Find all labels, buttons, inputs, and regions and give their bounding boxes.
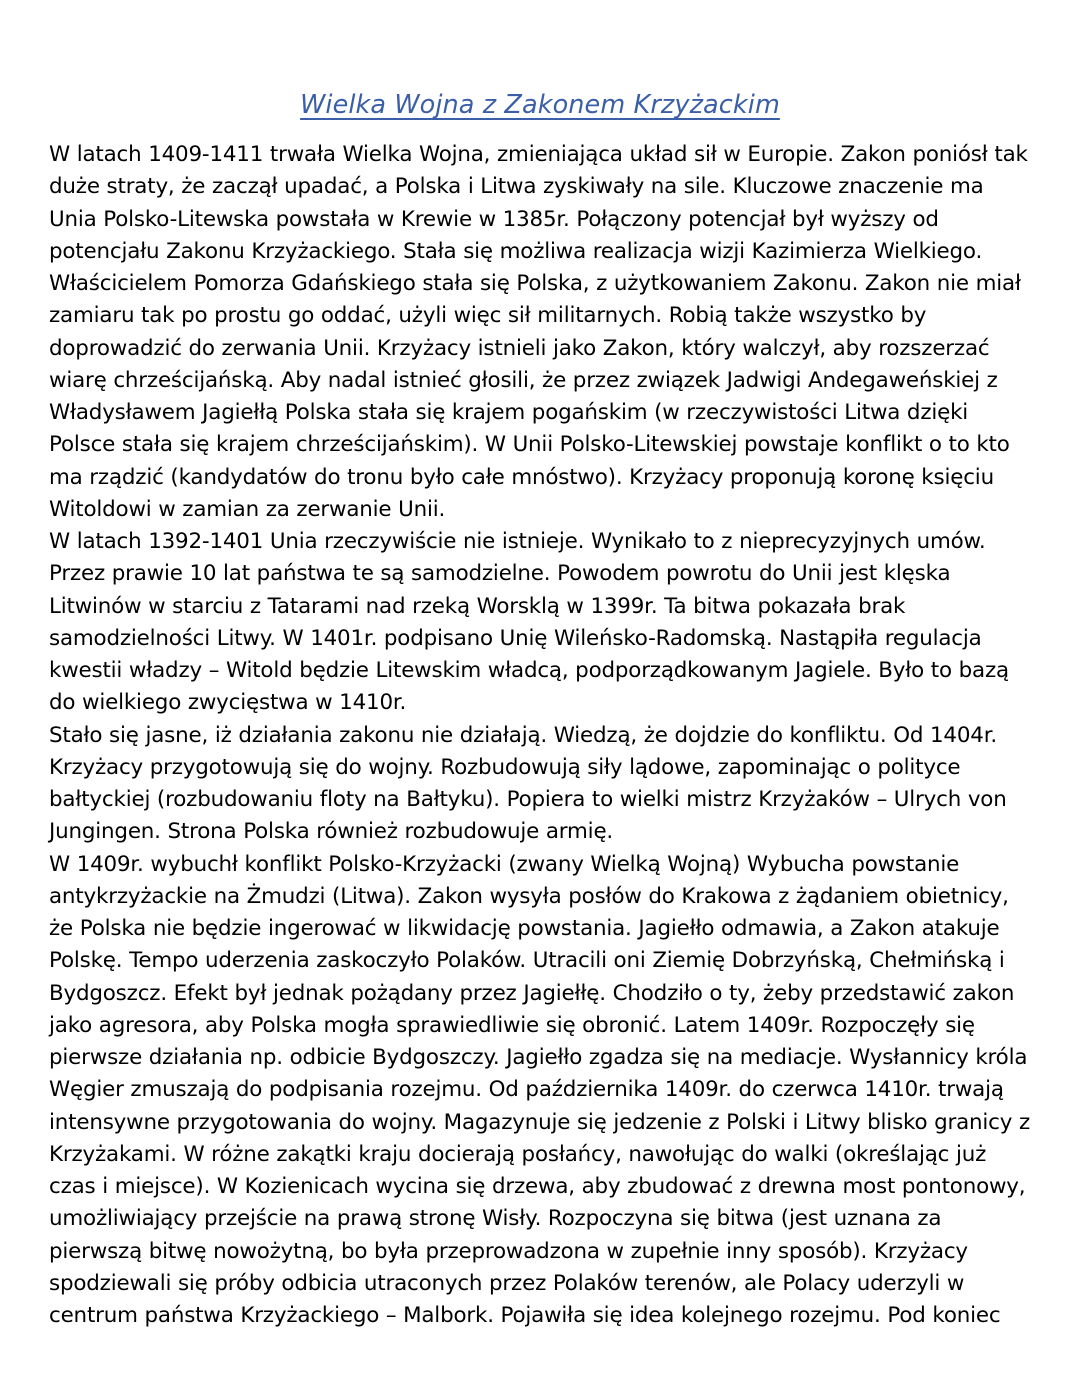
paragraph: W latach 1409-1411 trwała Wielka Wojna, zmieniająca układ sił w Europie. Zakon poniósł tak duże straty, że zaczął upadać, a Polska i Litwa zyskiwały na sile. Kluczowe znaczenie ma Unia Polsko-Litewska powstała w Krewie w 1385r. Połączony potencjał był wyższy od potencjału Zakonu Krzyżackiego. Stała się możliwa realizacja wizji Kazimierza Wielkiego. Właścicielem Pomorza Gdańskiego stała się Polska, z użytkowaniem Zakonu. Zakon nie miał zamiaru tak po prostu go oddać, użyli więc sił militarnych. Robią także wszystko by doprowadzić do zerwania Unii. Krzyżacy istnieli jako Zakon, który walczył, aby rozszerzać wiarę chrześcijańską. Aby nadal istnieć głosili, że przez związek Jadwigi Andegaweńskiej z Władysławem Jagiełłą Polska stała się krajem pogańskim (w rzeczywistości Litwa dzięki Polsce stała się krajem chrześcijańskim). W Unii Polsko-Litewskiej powstaje konflikt o to kto ma rządzić (kandydatów do tronu było całe mnóstwo). Krzyżacy proponują koronę księciu Witoldowi w zamian za zerwanie Unii. bbox=[49, 142, 1028, 522]
paragraph: W 1409r. wybuchł konflikt Polsko-Krzyżacki (zwany Wielką Wojną) Wybucha powstanie antykrzyżackie na Żmudzi (Litwa). Zakon wysyła posłów do Krakowa z żądaniem obietnicy, że Polska nie będzie ingerować w likwidację powstania. Jagiełło odmawia, a Zakon atakuje Polskę. Tempo uderzenia zaskoczyło Polaków. Utracili oni Ziemię Dobrzyńską, Chełmińską i Bydgoszcz. Efekt był jednak pożądany przez Jagiełłę. Chodziło o ty, żeby przedstawić zakon jako agresora, aby Polska mogła sprawiedliwie się obronić. Latem 1409r. Rozpoczęły się pierwsze działania np. odbicie Bydgoszczy. Jagiełło zgadza się na mediacje. Wysłannicy króla Węgier zmuszają do podpisania rozejmu. Od października 1409r. do czerwca 1410r. trwają intensywne przygotowania do wojny. Magazynuje się jedzenie z Polski i Litwy blisko granicy z Krzyżakami. W różne zakątki kraju docierają posłańcy, nawołując do walki (określając już czas i miejsce). W Kozienicach wycina się drzewa, aby zbudować z drewna most pontonowy, umożliwiający przejście na prawą stronę Wisły. Rozpoczyna się bitwa (jest uznana za pierwszą bitwę nowożytną, bo była przeprowadzona w zupełnie inny sposób). Krzyżacy spodziewali się próby odbicia utraconych przez Polaków terenów, ale Polacy uderzyli w centrum państwa Krzyżackiego – Malbork. Pojawiła się idea kolejnego rozejmu. Pod koniec bbox=[49, 851, 1031, 1328]
document-body bbox=[49, 139, 1033, 1332]
paragraph: W latach 1392-1401 Unia rzeczywiście nie istnieje. Wynikało to z nieprecyzyjnych umów. Przez prawie 10 lat państwa te są samodzielne. Powodem powrotu do Unii jest klęska Litwinów w starciu z Tatarami nad rzeką Worsklą w 1399r. Ta bitwa pokazała brak samodzielności Litwy. W 1401r. podpisano Unię Wileńsko-Radomską. Nastąpiła regulacja kwestii władzy – Witold będzie Litewskim władcą, podporządkowanym Jagiele. Było to bazą do wielkiego zwycięstwa w 1410r. bbox=[49, 529, 1009, 716]
paragraph: Stało się jasne, iż działania zakonu nie działają. Wiedzą, że dojdzie do konfliktu. Od 1404r. Krzyżacy przygotowują się do wojny. Rozbudowują siły lądowe, zapominając o polityce bałtyckiej (rozbudowaniu floty na Bałtyku). Popiera to wielki mistrz Krzyżaków – Ulrych von Jungingen. Strona Polska również rozbudowuje armię. bbox=[49, 722, 1007, 845]
page-title: Wielka Wojna z Zakonem Krzyżackim bbox=[300, 90, 780, 121]
